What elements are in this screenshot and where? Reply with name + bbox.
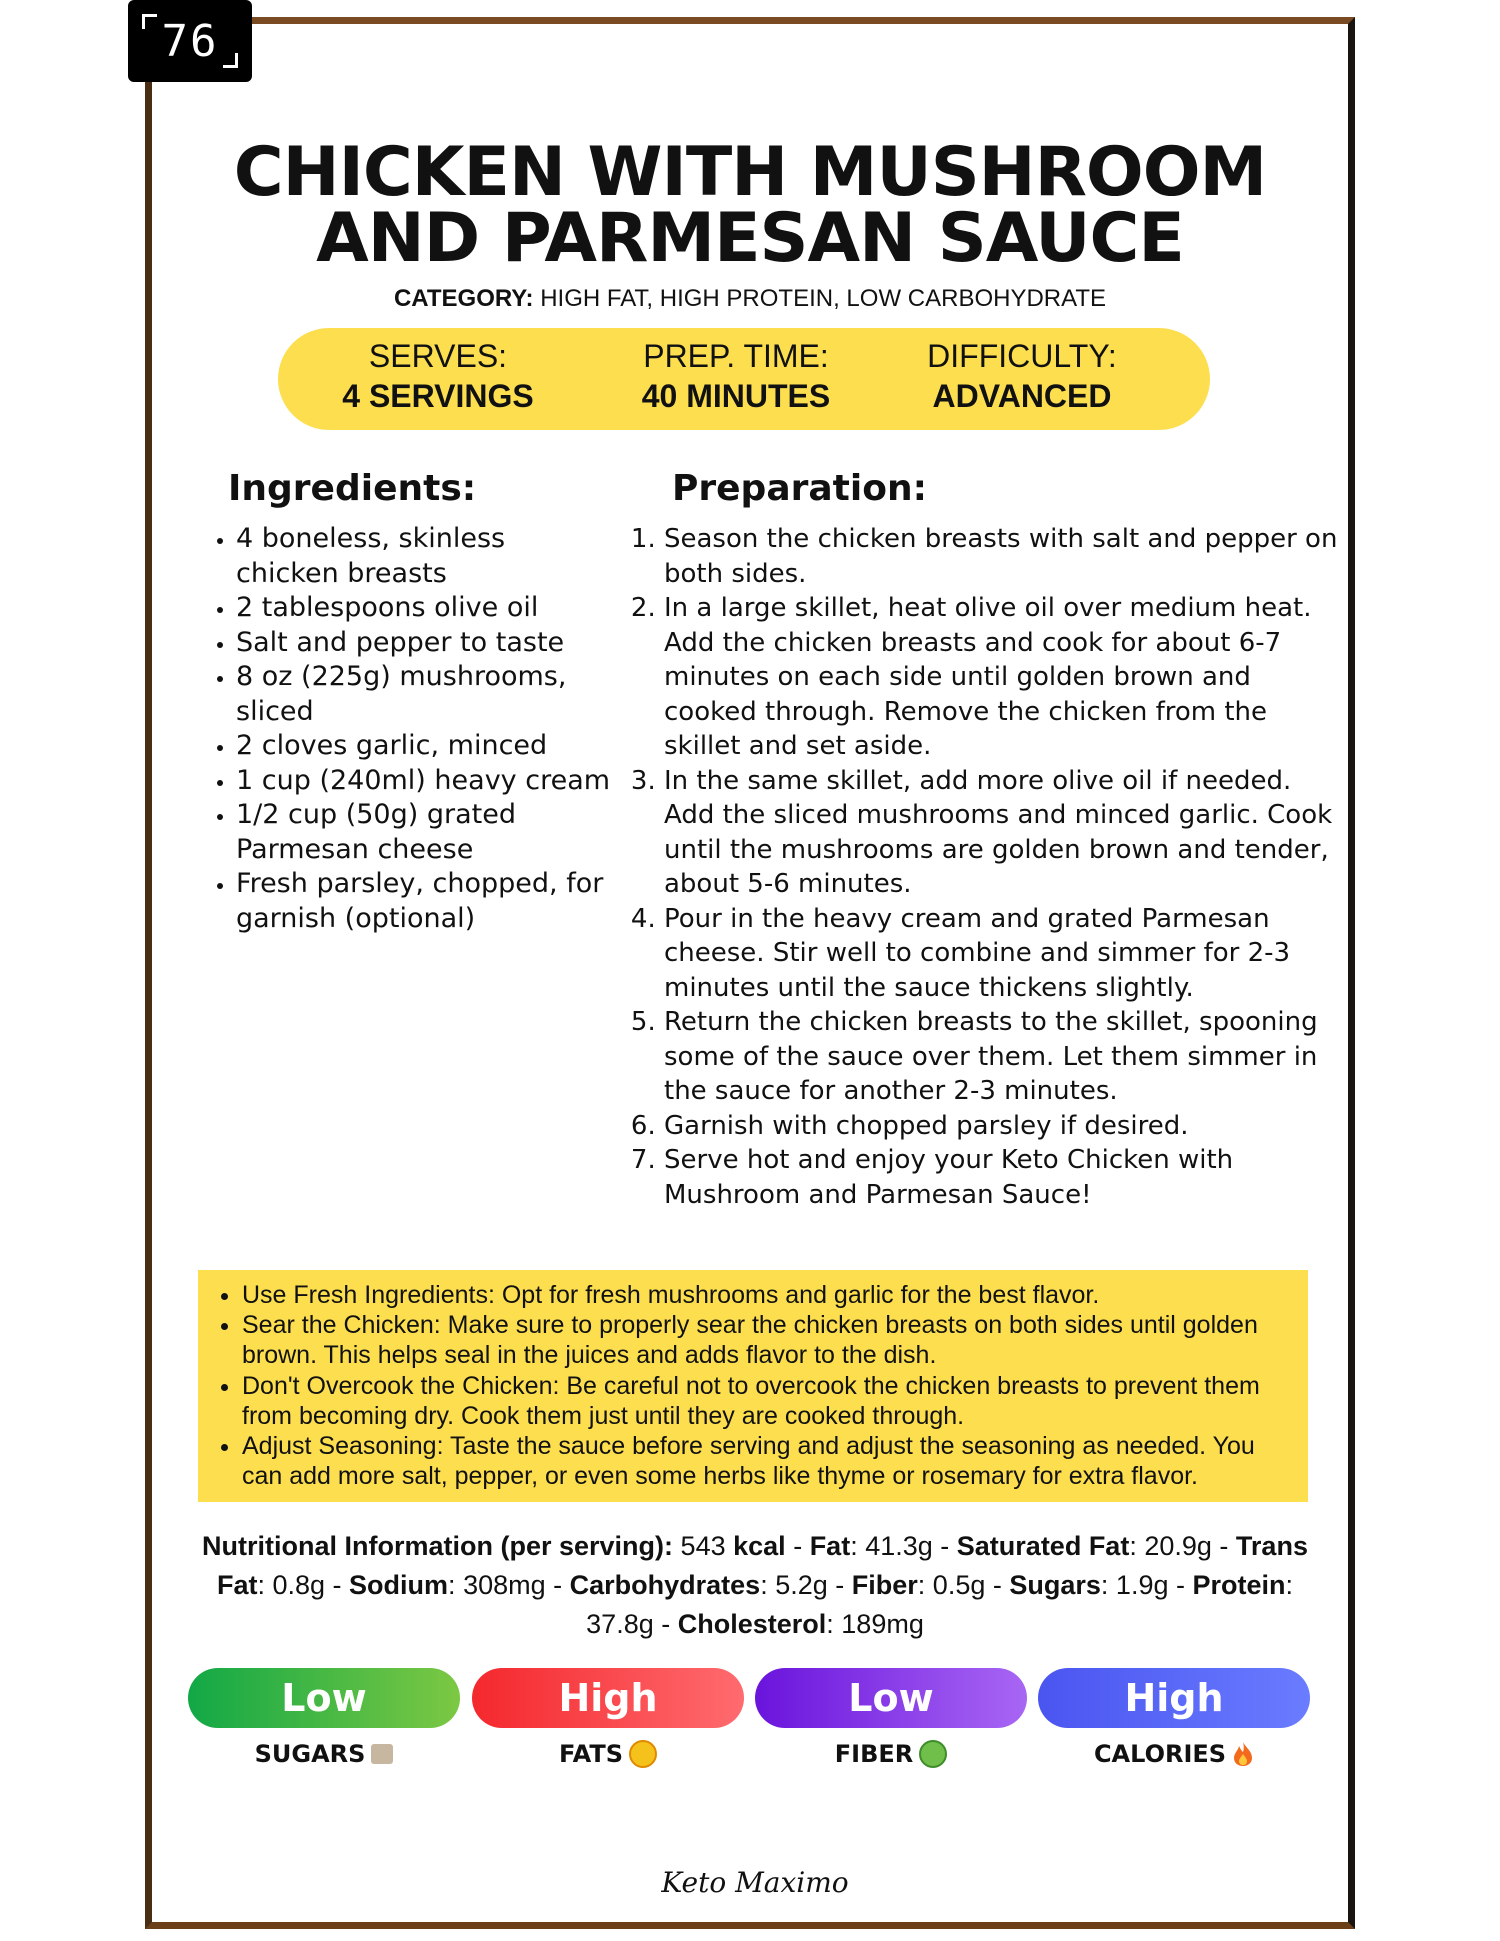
flame-icon <box>1232 1741 1254 1767</box>
sugars-level-pill <box>188 1668 460 1728</box>
sugars-level: Low <box>281 1676 367 1720</box>
fiber-caption <box>755 1740 1027 1768</box>
fiber-label: Fiber <box>851 1570 918 1600</box>
category-label: CATEGORY: <box>393 285 534 312</box>
category-value: HIGH FAT, HIGH PROTEIN, LOW CARBOHYDRATE <box>540 285 1107 312</box>
corner-mark-icon <box>142 14 157 29</box>
tips-box <box>198 1270 1308 1502</box>
serves-info <box>308 336 568 416</box>
ingredient-item: • 8 oz (225g) mushrooms, sliced <box>236 660 616 729</box>
calories-level-pill <box>1038 1668 1310 1728</box>
kcal-value: 543 <box>680 1531 726 1561</box>
preparation-step: 1. Season the chicken breasts with salt and pepper on both sides. <box>664 522 1349 591</box>
fiber-level: Low <box>848 1676 934 1720</box>
tips-list <box>198 1270 1308 1491</box>
fat-label: Fat <box>809 1531 851 1561</box>
sugars-caption-label: SUGARS <box>254 1740 366 1768</box>
nutrition-info: Nutritional Information (per serving): 543 kcal - Fat: 41.3g - Saturated Fat: 20.9g - Trans Fat: 0.8g - Sodium: 308mg - Carbohydrates: 5.2g - Fiber: 0.5g - Sugars: 1.9g - Protein: 37.8g - Cholesterol: 189mg <box>202 1531 1308 1639</box>
page-number: 76 <box>161 15 219 67</box>
cholesterol-label: Cholesterol <box>677 1609 827 1639</box>
preparation-step: 3. In the same skillet, add more olive oil if needed. Add the sliced mushrooms and minced garlic. Cook until the mushrooms are golden brown and tender, about 5-6 minutes. <box>664 764 1349 902</box>
ingredient-item: • 2 tablespoons olive oil <box>236 591 616 626</box>
ingredient-item: • 1/2 cup (50g) grated Parmesan cheese <box>236 798 616 867</box>
fat-value: 41.3g <box>865 1531 933 1561</box>
prep-time-label: PREP. TIME: <box>643 338 829 374</box>
sugars-caption <box>188 1740 460 1768</box>
preparation-step: 5. Return the chicken breasts to the skillet, spooning some of the sauce over them. Let them simmer in the sauce for another 2-3 minutes. <box>664 1005 1349 1109</box>
tip-item: • Sear the Chicken: Make sure to properly sear the chicken breasts on both sides until golden brown. This helps seal in the juices and adds flavor to the dish. <box>242 1310 1298 1370</box>
difficulty-info <box>892 336 1152 416</box>
sugars-value: 1.9g <box>1115 1570 1169 1600</box>
tip-item: • Use Fresh Ingredients: Opt for fresh mushrooms and garlic for the best flavor. <box>242 1280 1298 1310</box>
calories-caption-label: CALORIES <box>1093 1740 1227 1768</box>
sodium-label: Sodium <box>349 1570 449 1600</box>
ingredient-item: • 2 cloves garlic, minced <box>236 729 616 764</box>
sugars-label: Sugars <box>1009 1570 1101 1600</box>
ingredient-item: • 4 boneless, skinless chicken breasts <box>236 522 616 591</box>
ingredients-list <box>200 522 616 936</box>
kcal-label: kcal <box>733 1531 786 1561</box>
page-number-badge <box>128 0 252 82</box>
preparation-step: 7. Serve hot and enjoy your Keto Chicken with Mushroom and Parmesan Sauce! <box>664 1143 1349 1212</box>
cholesterol-value: 189mg <box>841 1609 924 1639</box>
brand-footer: Keto Maximo <box>661 1866 849 1899</box>
trans-fat-value: 0.8g <box>272 1570 326 1600</box>
sat-fat-label: Saturated Fat <box>956 1531 1130 1561</box>
fats-level: High <box>558 1676 658 1720</box>
protein-value: 37.8g <box>586 1609 654 1639</box>
sat-fat-value: 20.9g <box>1144 1531 1212 1561</box>
difficulty-value: ADVANCED <box>932 378 1112 414</box>
preparation-heading: Preparation: <box>672 468 927 509</box>
calories-caption <box>1038 1740 1310 1768</box>
fats-caption <box>472 1740 744 1768</box>
carbs-value: 5.2g <box>775 1570 828 1600</box>
calories-level: High <box>1124 1676 1224 1720</box>
fats-caption-label: FATS <box>558 1740 623 1768</box>
trans-fat-label: Trans Fat <box>216 1531 1308 1600</box>
sodium-value: 308mg <box>463 1570 546 1600</box>
recipe-title: CHICKEN WITH MUSHROOM AND PARMESAN SAUCE <box>233 133 1267 278</box>
fat-badge-icon <box>629 1740 657 1768</box>
fiber-value: 0.5g <box>932 1570 986 1600</box>
preparation-step: 6. Garnish with chopped parsley if desired. <box>664 1109 1349 1144</box>
prep-time-info <box>606 336 866 416</box>
category-line <box>250 285 1250 313</box>
nutrition-heading: Nutritional Information (per serving): <box>202 1531 674 1561</box>
ingredient-item: • Fresh parsley, chopped, for garnish (optional) <box>236 867 616 936</box>
ingredients-heading: Ingredients: <box>228 468 477 509</box>
info-bar <box>278 328 1210 430</box>
difficulty-label: DIFFICULTY: <box>927 338 1117 374</box>
fiber-leaf-icon <box>919 1740 947 1768</box>
preparation-step: 2. In a large skillet, heat olive oil over medium heat. Add the chicken breasts and cook for about 6-7 minutes on each side until golden brown and cooked through. Remove the chicken from the skillet and set aside. <box>664 591 1349 764</box>
corner-mark-icon <box>223 53 238 68</box>
ingredient-item: • 1 cup (240ml) heavy cream <box>236 764 616 799</box>
carbs-label: Carbohydrates <box>569 1570 761 1600</box>
sugar-cube-icon <box>371 1744 393 1764</box>
protein-label: Protein <box>1192 1570 1286 1600</box>
serves-label: SERVES: <box>368 338 508 374</box>
prep-time-value: 40 MINUTES <box>641 378 831 414</box>
preparation-step: 4. Pour in the heavy cream and grated Parmesan cheese. Stir well to combine and simmer for 2-3 minutes until the sauce thickens slightly. <box>664 902 1349 1006</box>
ingredient-item: • Salt and pepper to taste <box>236 626 616 661</box>
fiber-level-pill <box>755 1668 1027 1728</box>
serves-value: 4 SERVINGS <box>342 378 534 414</box>
tip-item: • Adjust Seasoning: Taste the sauce before serving and adjust the seasoning as needed. You can add more salt, pepper, or even some herbs like thyme or rosemary for extra flavor. <box>242 1431 1298 1491</box>
tip-item: • Don't Overcook the Chicken: Be careful not to overcook the chicken breasts to prevent them from becoming dry. Cook them just until they are cooked through. <box>242 1371 1298 1431</box>
fats-level-pill <box>472 1668 744 1728</box>
fiber-caption-label: FIBER <box>834 1740 914 1768</box>
preparation-steps <box>632 522 1349 1212</box>
